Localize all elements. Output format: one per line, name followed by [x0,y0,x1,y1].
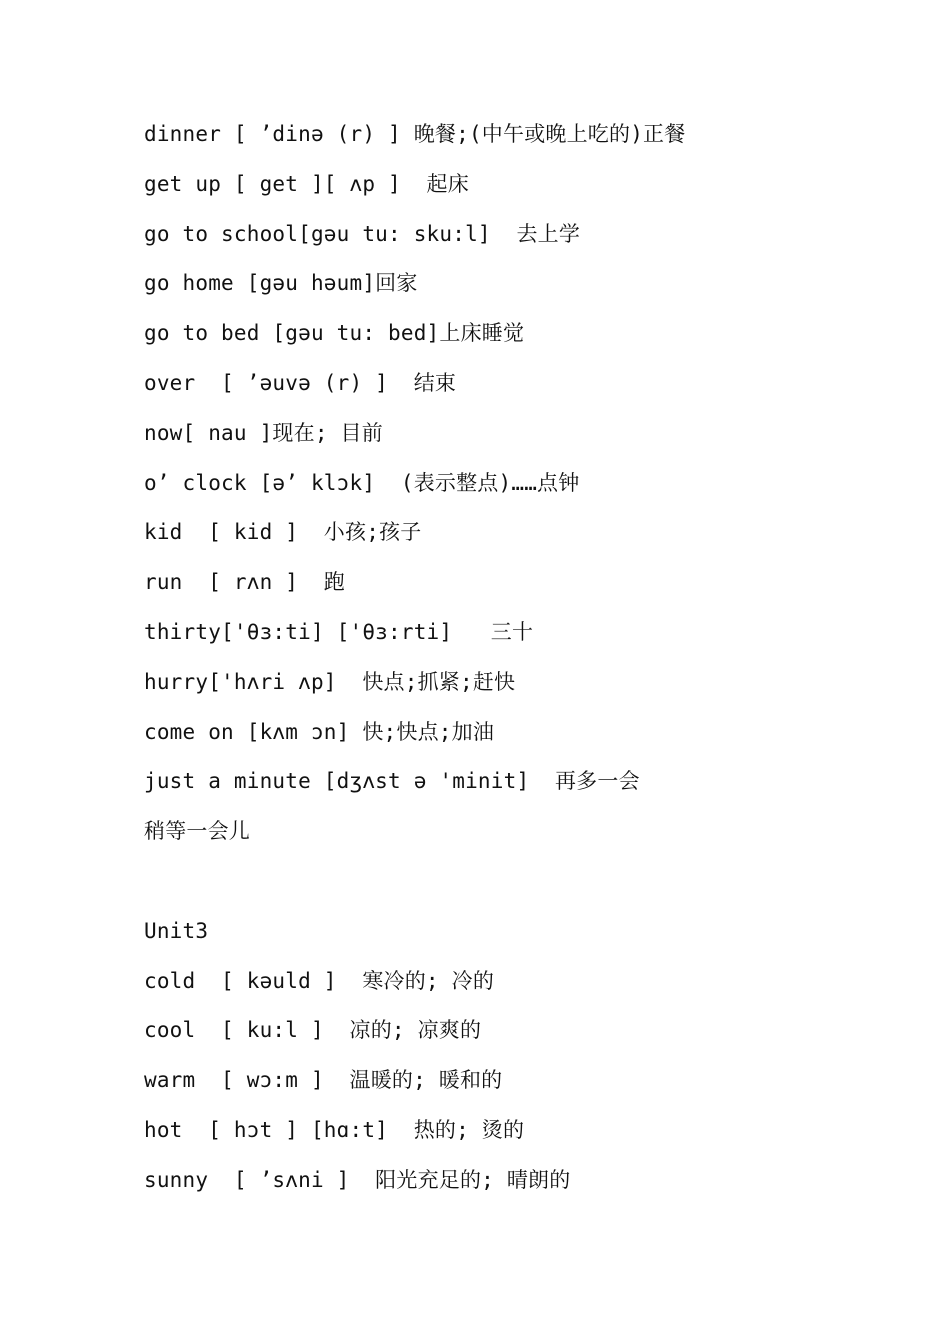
vocab-line-go-home: go home [gəu həum]回家 [144,271,418,296]
vocab-line-hot: hot [ hɔt ] [hɑ:t] 热的; 烫的 [144,1117,525,1142]
vocab-line-over: over [ ’əuvə (r) ] 结束 [144,370,457,395]
vocab-line-go-to-bed: go to bed [gəu tu: bed]上床睡觉 [144,321,525,346]
vocab-line-cool: cool [ ku:l ] 凉的; 凉爽的 [144,1018,482,1043]
vocab-line-cold: cold [ kəuld ] 寒冷的; 冷的 [144,968,495,993]
vocab-line-continuation: 稍等一会儿 [144,819,250,844]
vocab-line-go-to-school: go to school[gəu tu: sku:l] 去上学 [144,221,581,246]
vocab-line-now: now[ nau ]现在; 目前 [144,420,383,445]
vocab-line-hurry: hurry['hʌri ʌp] 快点;抓紧;赶快 [144,669,516,694]
vocab-line-get-up: get up [ get ][ ʌp ] 起床 [144,171,469,196]
vocab-line-oclock: o’ clock [ə’ klɔk] (表示整点)……点钟 [144,470,580,495]
vocab-line-just-a-minute: just a minute [dʒʌst ə 'minit] 再多一会 [144,769,640,794]
vocab-line-kid: kid [ kid ] 小孩;孩子 [144,520,422,545]
unit-heading: Unit3 [144,918,209,943]
vocab-line-come-on: come on [kʌm ɔn] 快;快点;加油 [144,719,495,744]
vocab-line-run: run [ rʌn ] 跑 [144,570,346,595]
vocab-line-warm: warm [ wɔ:m ] 温暖的; 暖和的 [144,1068,503,1093]
vocab-line-dinner: dinner [ ’dinə (r) ] 晚餐;(中午或晚上吃的)正餐 [144,122,686,146]
section-spacer [144,863,910,913]
vocab-line-sunny: sunny [ ’sʌni ] 阳光充足的; 晴朗的 [144,1167,571,1192]
vocab-line-thirty: thirty['θɜ:ti] ['θɜ:rti] 三十 [144,619,534,644]
